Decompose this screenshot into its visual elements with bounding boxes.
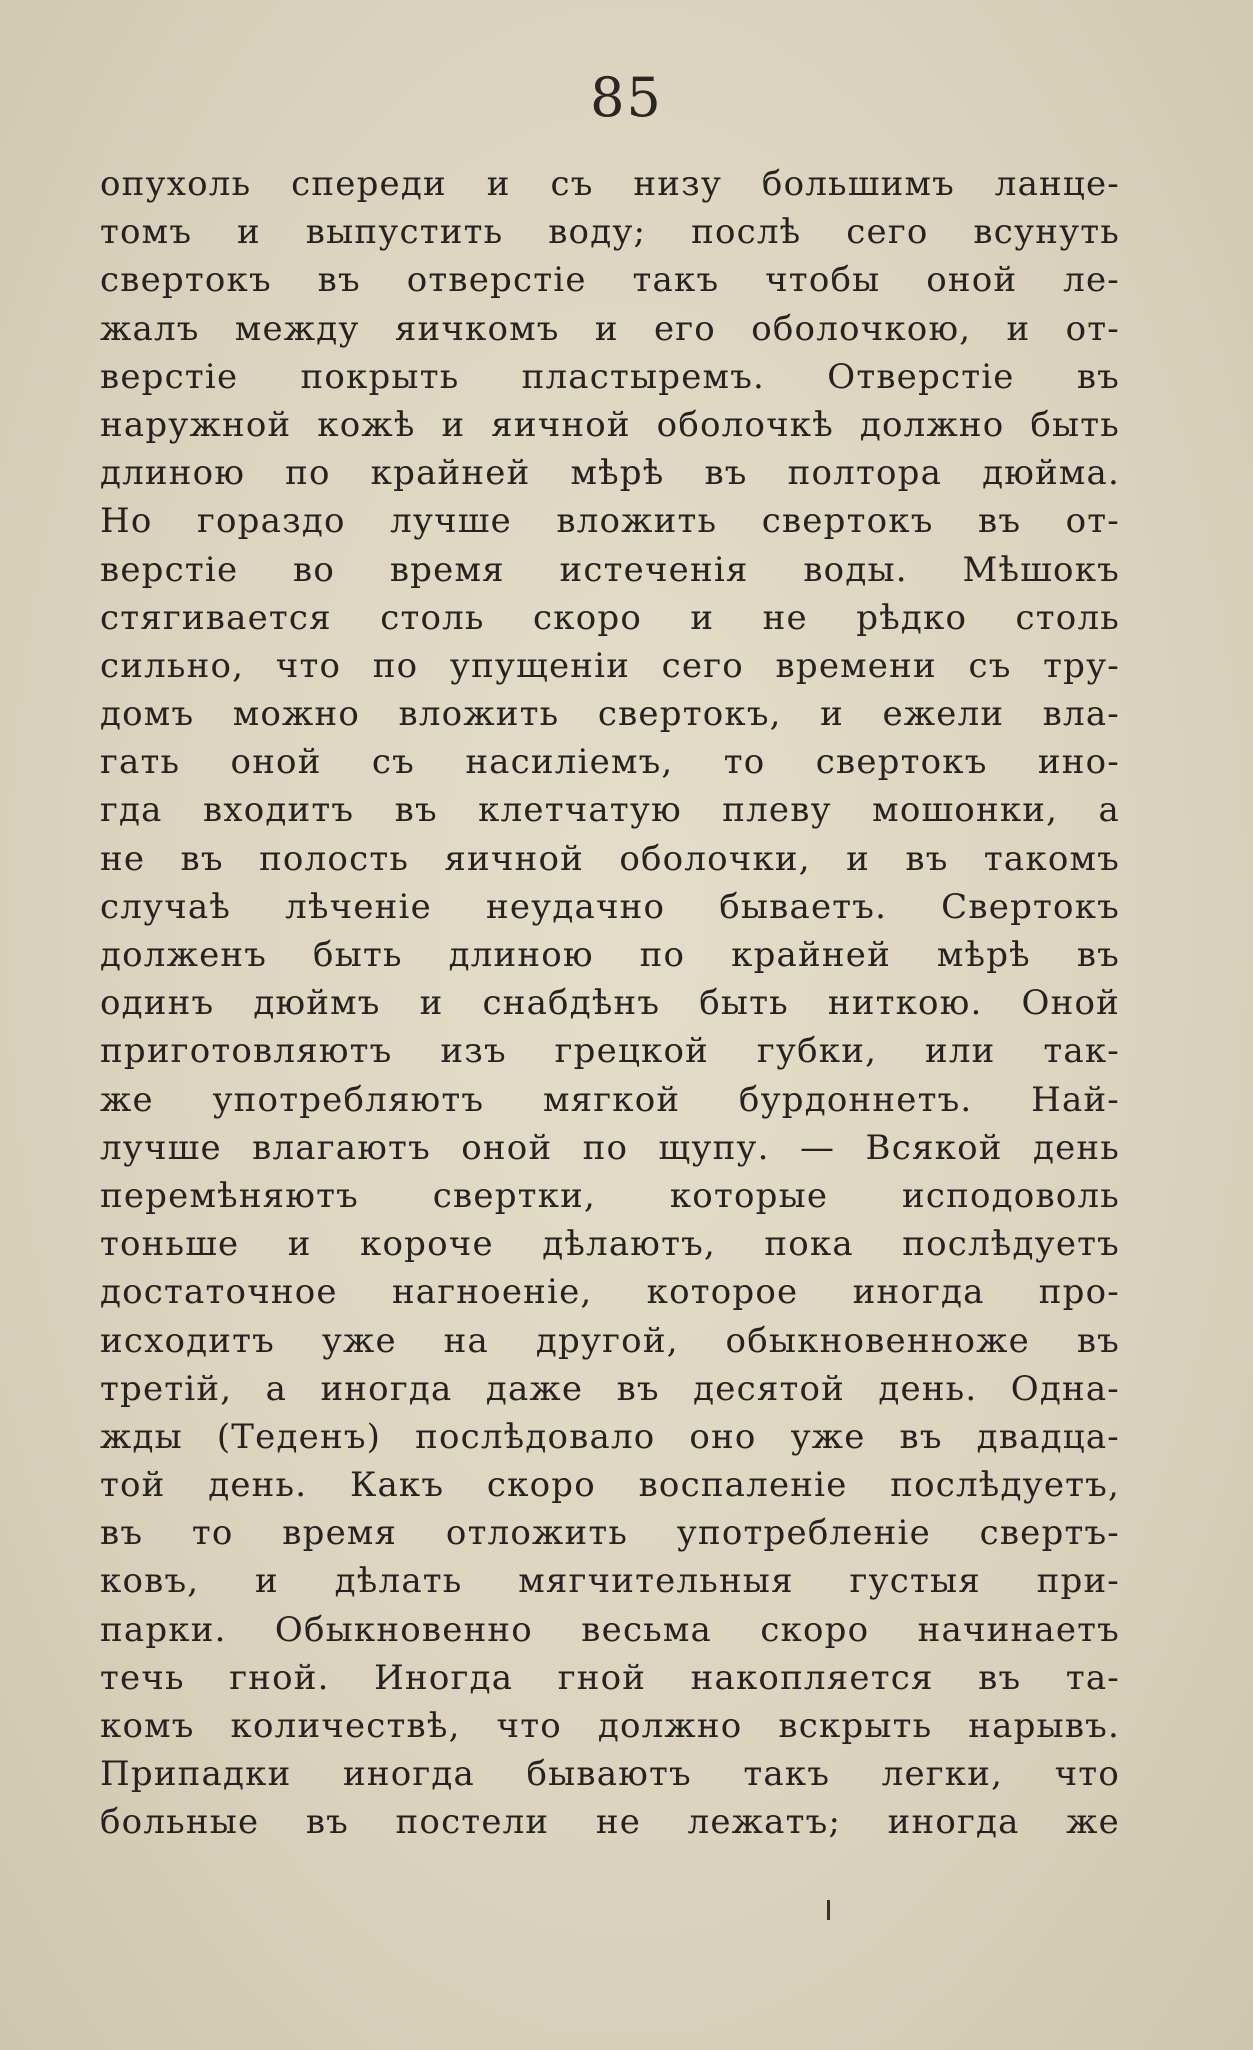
- text-line: же употребляютъ мягкой бурдоннетъ. Най-: [100, 1079, 1120, 1120]
- text-line: сильно, что по упущенiи сего времени съ тру-: [100, 645, 1120, 686]
- text-line: одинъ дюймъ и снабдѣнъ быть ниткою. Оной: [100, 983, 1120, 1024]
- text-line: гда входитъ въ клетчатую плеву мошонки, а: [100, 790, 1120, 831]
- text-line: перемѣняютъ свертки, которые исподоволь: [100, 1175, 1120, 1216]
- text-line: случаѣ лѣченiе неудачно бываетъ. Свертокъ: [100, 886, 1120, 927]
- text-line: приготовляютъ изъ грецкой губки, или так-: [100, 1031, 1120, 1072]
- text-line: гать оной съ насилiемъ, то свертокъ ино-: [100, 742, 1120, 783]
- text-line: парки. Обыкновенно весьма скоро начинаетъ: [100, 1609, 1120, 1650]
- text-line: свертокъ въ отверстiе такъ чтобы оной ле-: [100, 260, 1120, 301]
- text-line: третiй, а иногда даже въ десятой день. Одна-: [100, 1368, 1120, 1409]
- page-number: 85: [590, 66, 663, 129]
- text-line: тоньше и короче дѣлаютъ, пока послѣдуетъ: [100, 1224, 1120, 1265]
- text-line: томъ и выпустить воду; послѣ сего всунуть: [100, 212, 1120, 253]
- text-line: опухоль спереди и съ низу большимъ ланце-: [100, 164, 1120, 204]
- text-line: наружной кожѣ и яичной оболочкѣ должно быть: [100, 404, 1120, 445]
- text-line: въ то время отложить употребленiе свертъ-: [100, 1513, 1120, 1554]
- text-line: Но гораздо лучше вложить свертокъ въ от-: [100, 501, 1120, 542]
- text-line: ковъ, и дѣлать мягчительныя густыя при-: [100, 1561, 1120, 1602]
- text-line: той день. Какъ скоро воспаленiе послѣдуетъ,: [100, 1465, 1120, 1506]
- print-mark: [827, 1900, 830, 1920]
- text-line: верстiе во время истеченiя воды. Мѣшокъ: [100, 549, 1120, 590]
- text-line: жды (Теденъ) послѣдовало оно уже въ двадца-: [100, 1416, 1120, 1457]
- text-line: не въ полость яичной оболочки, и въ такомъ: [100, 838, 1120, 879]
- text-line: верстiе покрыть пластыремъ. Отверстiе въ: [100, 356, 1120, 397]
- text-line: жалъ между яичкомъ и его оболочкою, и от-: [100, 308, 1120, 349]
- text-line: комъ количествѣ, что должно вскрыть нарывъ.: [100, 1706, 1120, 1746]
- text-line: долженъ быть длиною по крайней мѣрѣ въ: [100, 935, 1120, 975]
- text-line: стягивается столь скоро и не рѣдко столь: [100, 597, 1120, 638]
- text-line: больные въ постели не лежатъ; иногда же: [100, 1802, 1120, 1843]
- text-line: достаточное нагноенiе, которое иногда про-: [100, 1272, 1120, 1313]
- text-line: течь гной. Иногда гной накопляется въ та-: [100, 1657, 1120, 1698]
- text-line: длиною по крайней мѣрѣ въ полтора дюйма.: [100, 453, 1120, 494]
- text-line: Припадки иногда бываютъ такъ легки, что: [100, 1754, 1120, 1795]
- text-line: лучше влагаютъ оной по щупу. — Всякой день: [100, 1127, 1120, 1168]
- text-line: исходитъ уже на другой, обыкновенноже въ: [100, 1320, 1120, 1361]
- text-line: домъ можно вложить свертокъ, и ежели вла-: [100, 694, 1120, 735]
- body-text: [100, 160, 1120, 1847]
